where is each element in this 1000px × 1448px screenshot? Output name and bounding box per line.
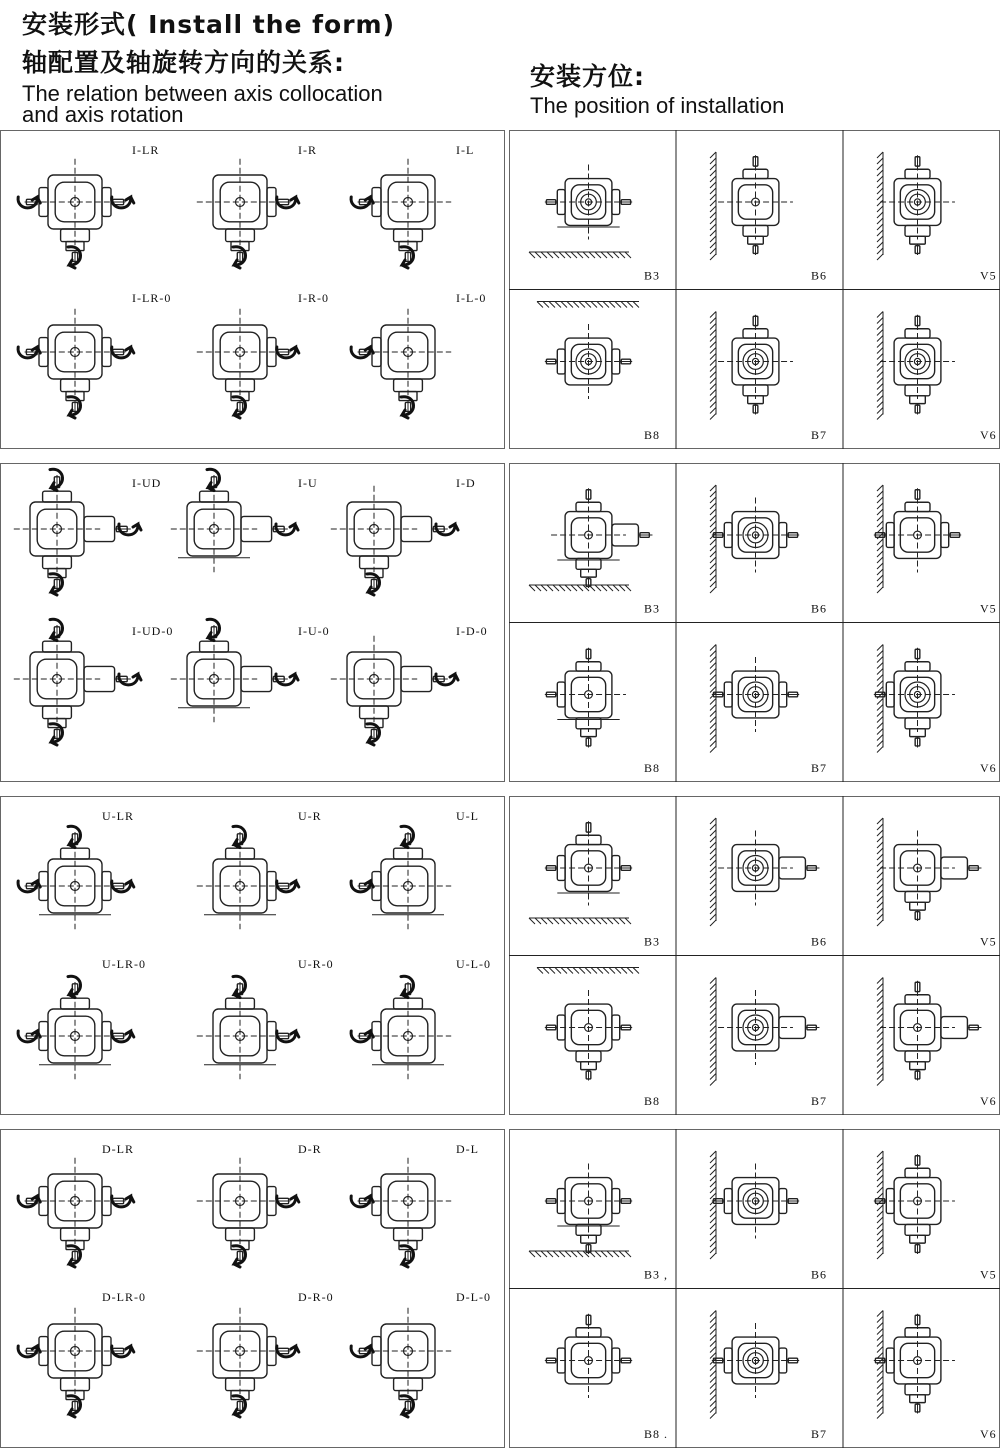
axis-form-label: I-R-0 <box>298 291 329 305</box>
position-label: B7 <box>811 1094 828 1108</box>
gearbox-axis-drawing <box>197 826 299 929</box>
axis-form-label: I-L-0 <box>456 291 487 305</box>
gearbox-mounting-drawing <box>545 324 632 399</box>
position-label: B8 <box>644 1094 661 1108</box>
gearbox-axis-drawing <box>18 1308 134 1417</box>
position-label: B8 <box>644 428 661 442</box>
position-label: V6 <box>980 1094 997 1108</box>
gearbox-mounting-drawing <box>712 1164 799 1239</box>
position-label: B3 <box>644 934 661 949</box>
mounting-wall <box>710 978 716 1086</box>
axis-form-label: D-L-0 <box>456 1290 491 1304</box>
installation-position-group <box>529 485 997 775</box>
gearbox-mounting-drawing <box>718 155 793 255</box>
position-label: B3 <box>644 601 661 616</box>
gearbox-axis-drawing <box>197 1308 299 1417</box>
gearbox-mounting-drawing <box>880 315 955 415</box>
gearbox-axis-drawing <box>197 309 299 418</box>
position-label: V5 <box>980 934 997 949</box>
gearbox-axis-drawing <box>18 1158 134 1267</box>
position-label: B8 . <box>644 1427 669 1441</box>
axis-form-label: D-LR <box>102 1142 134 1156</box>
gearbox-mounting-drawing <box>712 498 799 573</box>
position-grid <box>509 463 1000 782</box>
gearbox-mounting-drawing <box>718 315 793 415</box>
axis-form-group <box>18 1142 491 1417</box>
mounting-wall <box>877 1151 883 1259</box>
gearbox-axis-drawing <box>331 486 458 595</box>
position-label: V5 <box>980 1267 997 1282</box>
gearbox-mounting-drawing <box>880 155 955 255</box>
mounting-wall <box>710 485 716 593</box>
title-installation-position-cn: 安装方位: <box>530 62 645 91</box>
position-label: B6 <box>811 1267 828 1282</box>
gearbox-mounting-drawing <box>712 1323 799 1398</box>
gearbox-axis-drawing <box>18 159 134 268</box>
mounting-wall <box>710 152 716 260</box>
gearbox-mounting-drawing <box>874 488 961 572</box>
position-label: B7 <box>811 1427 828 1441</box>
axis-form-label: U-LR <box>102 809 134 823</box>
axis-form-label: U-LR-0 <box>102 957 146 971</box>
gearbox-mounting-drawing <box>551 488 652 588</box>
installation-position-group <box>529 152 997 442</box>
gearbox-axis-drawing <box>197 976 299 1079</box>
axis-form-label: U-R <box>298 809 322 823</box>
axis-form-label: D-L <box>456 1142 479 1156</box>
gearbox-mounting-drawing <box>545 990 632 1080</box>
position-label: V6 <box>980 428 997 442</box>
gearbox-axis-drawing <box>351 1158 451 1267</box>
gearbox-mounting-drawing <box>718 990 819 1065</box>
gearbox-axis-drawing <box>351 1308 451 1417</box>
gearbox-axis-drawing <box>351 976 451 1079</box>
mounting-wall <box>877 485 883 593</box>
mounting-wall <box>877 978 883 1086</box>
gearbox-mounting-drawing <box>545 821 632 905</box>
axis-form-label: I-L <box>456 143 475 157</box>
gearbox-mounting-drawing <box>545 1314 632 1398</box>
axis-form-group <box>18 809 491 1079</box>
mounting-wall <box>877 645 883 753</box>
mounting-floor <box>529 1251 631 1257</box>
position-label: B8 <box>644 761 661 775</box>
position-label: V5 <box>980 601 997 616</box>
title-axis-relation-en-line2: and axis rotation <box>22 102 184 127</box>
position-grid <box>509 796 1000 1115</box>
title-installation-position-en: The position of installation <box>530 93 785 118</box>
gearbox-axis-drawing <box>171 619 298 722</box>
position-label: B7 <box>811 428 828 442</box>
gearbox-mounting-drawing <box>718 831 819 906</box>
position-label: V6 <box>980 1427 997 1441</box>
gearbox-axis-drawing <box>14 619 141 745</box>
position-label: B6 <box>811 601 828 616</box>
gearbox-mounting-drawing <box>545 1164 632 1254</box>
axis-form-group <box>14 469 488 745</box>
mounting-wall <box>877 1311 883 1419</box>
position-grid <box>509 130 1000 449</box>
gearbox-mounting-drawing <box>880 981 981 1081</box>
mounting-ceiling <box>537 968 639 974</box>
axis-form-label: I-UD <box>132 476 162 490</box>
axis-form-label: I-R <box>298 143 317 157</box>
gearbox-axis-drawing <box>351 159 451 268</box>
mounting-wall <box>877 152 883 260</box>
gearbox-axis-drawing <box>197 159 299 268</box>
mounting-wall <box>710 312 716 420</box>
gearbox-axis-drawing <box>18 826 134 929</box>
mounting-wall <box>710 1151 716 1259</box>
installation-position-group <box>529 1151 997 1441</box>
axis-form-label: D-R <box>298 1142 322 1156</box>
title-install-form: 安装形式( Install the form) <box>22 10 396 39</box>
position-label: B6 <box>811 268 828 283</box>
gearbox-axis-drawing <box>351 826 451 929</box>
mounting-floor <box>529 918 631 924</box>
gearbox-axis-drawing <box>197 1158 299 1267</box>
gearbox-mounting-drawing <box>545 165 632 240</box>
gearbox-axis-drawing <box>171 469 298 572</box>
axis-form-label: U-L-0 <box>456 957 491 971</box>
axis-form-label: D-LR-0 <box>102 1290 146 1304</box>
gearbox-mounting-drawing <box>874 648 955 748</box>
gearbox-mounting-drawing <box>874 1314 955 1414</box>
axis-form-label: I-LR <box>132 143 160 157</box>
gearbox-axis-drawing <box>14 469 141 595</box>
gearbox-mounting-drawing <box>545 648 626 748</box>
gearbox-mounting-drawing <box>874 1154 955 1254</box>
axis-form-label: D-R-0 <box>298 1290 334 1304</box>
axis-form-group <box>18 143 486 418</box>
position-label: B7 <box>811 761 828 775</box>
position-label: B6 <box>811 934 828 949</box>
mounting-wall <box>710 818 716 926</box>
mounting-wall <box>877 818 883 926</box>
gearbox-mounting-drawing <box>712 657 799 732</box>
installation-position-group <box>529 818 997 1108</box>
mounting-ceiling <box>537 302 639 308</box>
axis-form-label: I-D-0 <box>456 624 488 638</box>
axis-form-label: I-D <box>456 476 476 490</box>
position-label: B3 , <box>644 1267 669 1282</box>
mounting-wall <box>710 1311 716 1419</box>
mounting-floor <box>529 585 631 591</box>
axis-form-label: U-L <box>456 809 479 823</box>
axis-form-label: I-U-0 <box>298 624 330 638</box>
mounting-wall <box>877 312 883 420</box>
position-label: B3 <box>644 268 661 283</box>
position-label: V5 <box>980 268 997 283</box>
gearbox-axis-drawing <box>18 309 134 418</box>
axis-form-label: I-LR-0 <box>132 291 172 305</box>
axis-form-label: I-U <box>298 476 318 490</box>
mounting-floor <box>529 252 631 258</box>
mounting-wall <box>710 645 716 753</box>
axis-form-label: U-R-0 <box>298 957 334 971</box>
gearbox-mounting-drawing <box>880 831 981 921</box>
gearbox-axis-drawing <box>331 636 458 745</box>
gearbox-axis-drawing <box>351 309 451 418</box>
title-axis-relation-cn: 轴配置及轴旋转方向的关系: <box>22 48 345 77</box>
position-label: V6 <box>980 761 997 775</box>
title-axis-relation-en-line1: The relation between axis collocation <box>22 81 383 106</box>
position-grid <box>509 1129 1000 1448</box>
gearbox-axis-drawing <box>18 976 134 1079</box>
axis-form-label: I-UD-0 <box>132 624 174 638</box>
